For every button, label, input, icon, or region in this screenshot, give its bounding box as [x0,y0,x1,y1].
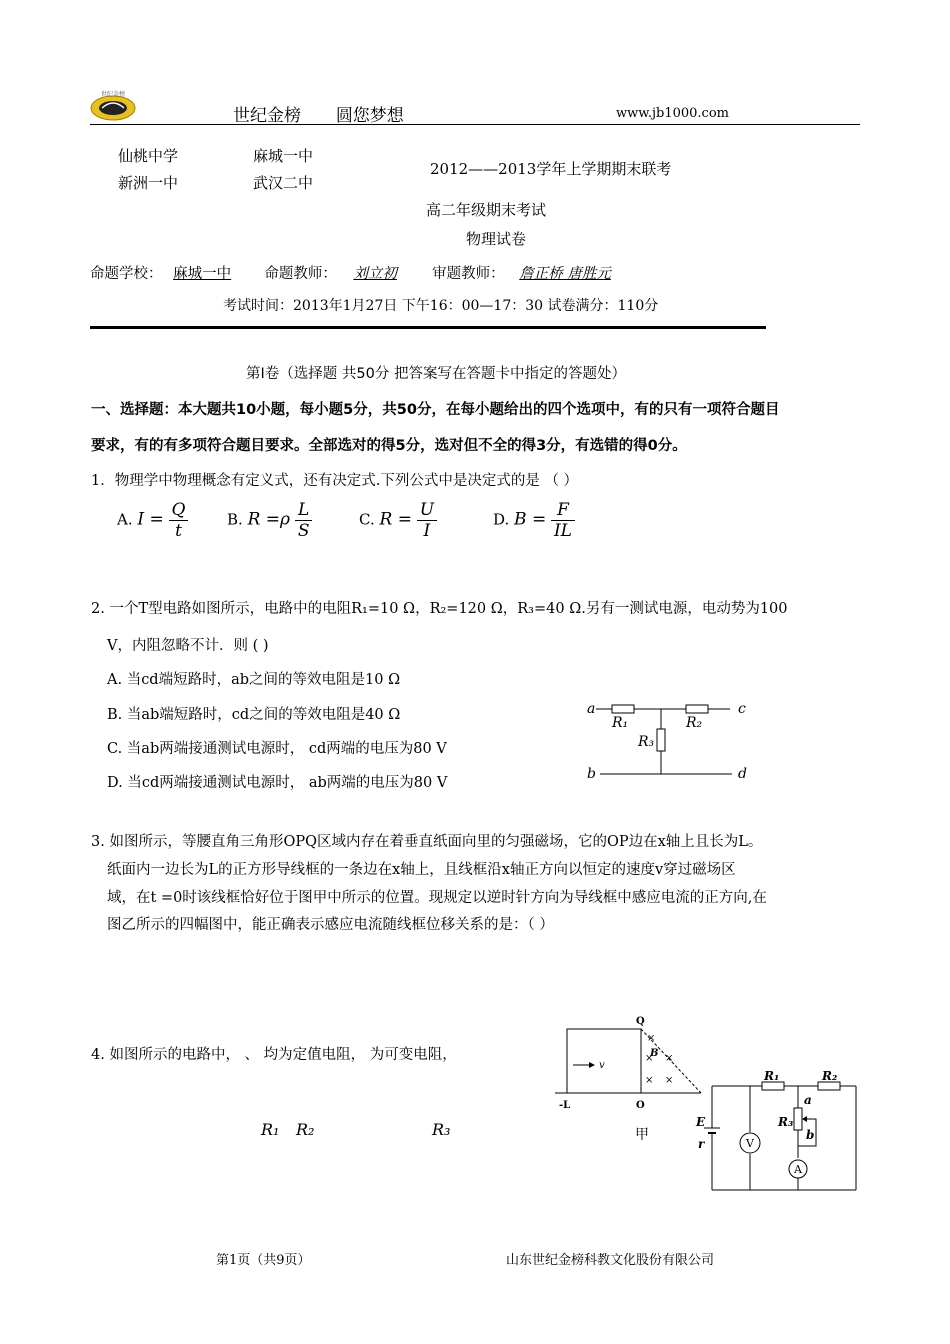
school-1: 仙桃中学 [118,147,179,165]
svg-text:O: O [636,1100,645,1111]
q3-line-2: 纸面内一边长为L的正方形导线框的一条边在x轴上，且线框沿x轴正方向以恒定的速度v穿过磁场区 [107,862,736,878]
q4-r2: R₂ [296,1120,315,1139]
svg-text:世纪金榜: 世纪金榜 [100,91,126,98]
footer-page: 第1页（共9页） [216,1253,311,1268]
svg-text:B: B [650,1048,659,1059]
q3-line-1: 3. 如图所示，等腰直角三角形OPQ区域内存在着垂直纸面向里的匀强磁场，它的OP边在x轴上且长为L。 [91,834,763,850]
header-slogan [233,101,404,126]
q2-option-a[interactable]: A. 当cd端短路时，ab之间的等效电阻是10 Ω [107,672,401,688]
reviewer-value: 詹正桥 唐胜元 [519,266,611,282]
section-instr-1: 一、选择题：本大题共10小题，每小题5分，共50分，在每小题给出的四个选项中，有的只有一项符合题目 [91,402,780,418]
school-3: 新洲一中 [118,174,179,192]
q1-option-d[interactable]: D. B = $\frac{F}{IL}$ [493,500,575,541]
q2-option-b[interactable]: B. 当ab端短路时，cd之间的等效电阻是40 Ω [107,707,401,723]
exam-title-2: 高二年级期末考试 [426,201,547,219]
label-r3: R₃ [638,734,655,750]
school-label: 命题学校： [90,266,163,282]
svg-text:v: v [599,1060,605,1071]
author-value: 刘立初 [353,266,397,282]
section-title: 第Ⅰ卷（选择题 共50分 把答案写在答题卡中指定的答题处） [246,366,626,382]
q2-circuit-diagram [582,696,758,788]
node-c: c [738,701,746,717]
q1-stem: 1．物理学中物理概念有定义式，还有决定式.下列公式中是决定式的是 （ ） [91,473,579,489]
q3-line-4: 图乙所示的四幅图中，能正确表示感应电流随线框位移关系的是：（ ） [107,917,554,933]
school-2: 麻城一中 [253,147,314,165]
exam-title-1: 2012——2013学年上学期期末联考 [430,160,672,178]
q1-option-a[interactable]: A. I = $\frac{Q}{t}$ [117,500,188,541]
header-rule [90,124,860,125]
slogan-b: 圆您梦想 [335,106,404,126]
svg-text:×: × [647,1033,656,1044]
svg-text:r: r [698,1137,705,1151]
thick-rule [90,326,766,329]
svg-text:-L: -L [559,1100,571,1111]
section-instr-2: 要求，有的有多项符合题目要求。全部选对的得5分，选对但不全的得3分，有选错的得0分。 [91,438,687,454]
header-site[interactable]: www.jb1000.com [616,106,729,121]
svg-text:甲: 甲 [635,1127,649,1143]
svg-text:R₃: R₃ [778,1115,794,1129]
svg-text:×: × [665,1053,674,1064]
school-4: 武汉二中 [253,174,314,192]
school-value: 麻城一中 [173,266,232,282]
svg-text:R₁: R₁ [764,1069,780,1083]
q2-stem-2: V，内阻忽略不计．则 ( ) [107,638,269,654]
author-label: 命题教师： [264,266,337,282]
q2-option-d[interactable]: D. 当cd两端接通测试电源时， ab两端的电压为80 V [107,775,448,791]
svg-text:V: V [746,1137,754,1150]
q2-option-c[interactable]: C. 当ab两端接通测试电源时， cd两端的电压为80 V [107,741,447,757]
reviewer-label: 审题教师： [432,266,505,282]
q1-option-b[interactable]: B. R =ρ $\frac{L}{S}$ [227,500,312,541]
exam-title-3: 物理试卷 [466,230,527,248]
q1-option-c[interactable]: C. R = $\frac{U}{I}$ [359,500,437,541]
svg-text:Q: Q [636,1016,645,1027]
q4-stem: 4. 如图所示的电路中， 、 均为定值电阻， 为可变电阻， [91,1047,457,1063]
q3-figure-jia [553,1013,703,1143]
q4-r1: R₁ [261,1120,280,1139]
node-b: b [587,766,596,782]
svg-text:E: E [696,1115,706,1129]
q3-line-3: 域，在t =0时该线框恰好位于图甲中所示的位置。现规定以逆时针方向为导线框中感应电流的正方向,在 [107,890,767,906]
node-a: a [587,701,596,717]
svg-text:A: A [794,1163,802,1176]
svg-text:a: a [804,1093,812,1107]
node-d: d [738,766,747,782]
svg-text:×: × [645,1075,654,1086]
q2-stem-1: 2. 一个T型电路如图所示，电路中的电阻R₁=10 Ω，R₂=120 Ω，R₃=40 Ω.另有一测试电源，电动势为100 [91,601,788,617]
svg-text:R₂: R₂ [822,1069,838,1083]
label-r2: R₂ [686,715,703,731]
logo [88,88,138,122]
exam-time: 考试时间：2013年1月27日 下午16：00—17：30 试卷满分：110分 [223,298,659,314]
slogan-a: 世纪金榜 [233,106,301,126]
svg-text:×: × [665,1075,674,1086]
footer-company: 山东世纪金榜科教文化股份有限公司 [506,1253,715,1268]
q4-circuit-diagram [694,1066,864,1196]
exam-credits [90,262,625,283]
label-r1: R₁ [612,715,629,731]
q4-r3: R₃ [432,1120,451,1139]
svg-text:b: b [806,1128,815,1142]
svg-text:×: × [645,1053,654,1064]
